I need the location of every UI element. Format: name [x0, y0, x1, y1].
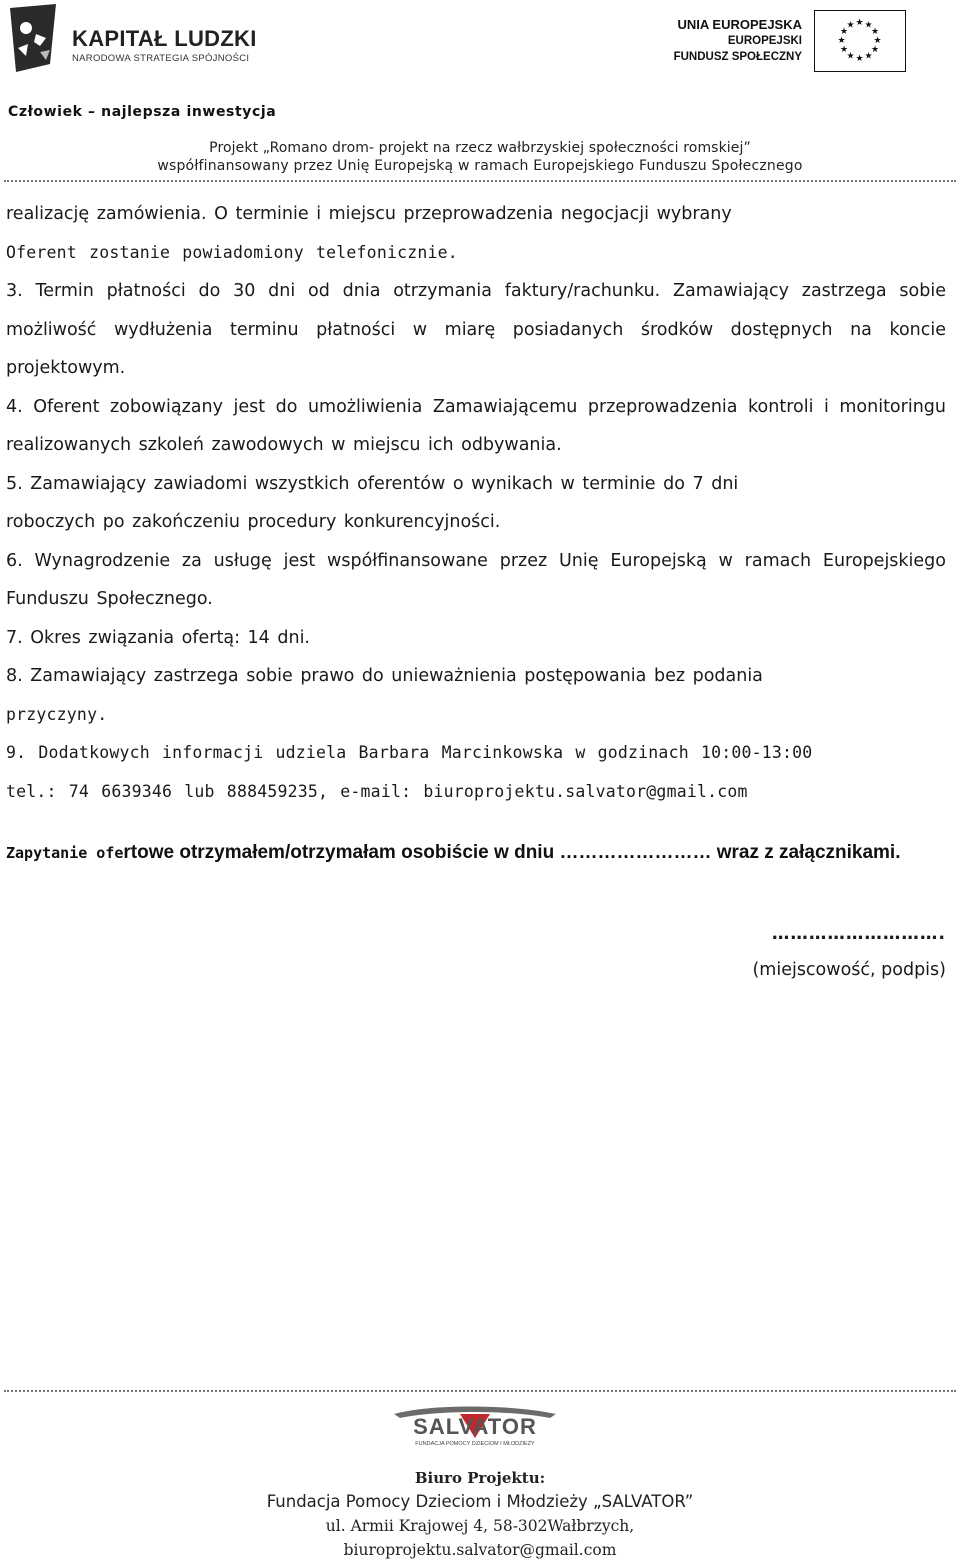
receipt-confirmation-rest: rtowe otrzymałem/otrzymałam osobiście w dniu …………………… wraz z załącznikami.	[123, 842, 901, 863]
svg-text:★: ★	[870, 27, 880, 37]
salvator-logo-icon	[390, 1400, 560, 1448]
paragraph-1b: Oferent zostanie powiadomiony telefonicznie.	[6, 242, 458, 262]
paragraph-4: 4. Oferent zobowiązany jest do umożliwienia Zamawiającemu przeprowadzenia kontroli i monitoringu realizowanych szkoleń zawodowych w miejscu ich odbywania.	[6, 396, 946, 455]
footer-divider	[4, 1390, 956, 1392]
salvator-logo-subtitle: FUNDACJA POMOCY DZIECIOM I MŁODZIEŻY	[415, 1441, 535, 1447]
salvator-logo	[390, 1400, 560, 1448]
eu-logo-line2: EUROPEJSKI	[727, 35, 802, 47]
eu-logo-text	[674, 16, 802, 65]
paragraph-1a: realizację zamówienia. O terminie i miejscu przeprowadzenia negocjacji wybrany	[6, 204, 732, 224]
paragraph-3: 3. Termin płatności do 30 dni od dnia otrzymania faktury/rachunku. Zamawiający zastrzega sobie możliwość wydłużenia terminu płatności w miarę posiadanych środków dostępnych na koncie projektowym.	[6, 281, 946, 378]
eu-logo	[673, 10, 906, 74]
kapital-ludzki-emblem-icon	[6, 4, 68, 76]
header-divider	[4, 180, 956, 182]
eu-logo-line1: UNIA EUROPEJSKA	[677, 17, 802, 32]
paragraph-5b: roboczych po zakończeniu procedury konkurencyjności.	[6, 512, 501, 532]
project-funding-line: współfinansowany przez Unię Europejską w ramach Europejskiego Funduszu Społecznego	[157, 158, 803, 174]
kapital-ludzki-title: KAPITAŁ LUDZKI	[72, 26, 257, 51]
signature-line: ……………………….	[771, 924, 946, 944]
paragraph-9b: tel.: 74 6639346 lub 888459235, e-mail: biuroprojektu.salvator@gmail.com	[6, 781, 748, 801]
svg-text:★: ★	[846, 20, 855, 31]
svg-text:★: ★	[864, 20, 873, 31]
receipt-confirmation-start: Zapytanie ofe	[6, 844, 124, 862]
eu-logo-line3: FUNDUSZ SPOŁECZNY	[673, 51, 802, 63]
paragraph-5a: 5. Zamawiający zawiadomi wszystkich oferentów o wynikach w terminie do 7 dni	[6, 473, 739, 494]
eu-flag-icon	[814, 10, 906, 72]
svg-text:★: ★	[864, 51, 873, 62]
svg-text:★: ★	[837, 36, 846, 46]
footer-address: ul. Armii Krajowej 4, 58-302Wałbrzych,	[325, 1517, 635, 1535]
paragraph-9a: 9. Dodatkowych informacji udziela Barbara Marcinkowska w godzinach 10:00-13:00	[6, 743, 813, 762]
svg-text:★: ★	[873, 36, 882, 46]
footer-organization: Fundacja Pomocy Dzieciom i Młodzieży „SALVATOR”	[266, 1492, 694, 1511]
svg-text:★: ★	[855, 18, 864, 28]
slogan: Człowiek – najlepsza inwestycja	[8, 104, 277, 120]
kapital-ludzki-logo	[6, 4, 257, 76]
paragraph-8b: przyczyny.	[6, 704, 108, 724]
paragraph-8a: 8. Zamawiający zastrzega sobie prawo do unieważnienia postępowania bez podania	[6, 666, 763, 686]
paragraph-7: 7. Okres związania ofertą: 14 dni.	[6, 627, 310, 648]
footer-contact	[0, 1466, 960, 1562]
paragraph-6: 6. Wynagrodzenie za usługę jest współfinansowane przez Unię Europejską w ramach Europejskiego Funduszu Społecznego.	[6, 550, 946, 609]
footer-title: Biuro Projektu:	[414, 1469, 546, 1487]
signature-block	[752, 916, 946, 988]
signature-label: (miejscowość, podpis)	[752, 960, 946, 980]
svg-text:★: ★	[846, 51, 855, 62]
document-body	[6, 195, 946, 811]
kapital-ludzki-subtitle: NARODOWA STRATEGIA SPÓJNOŚCI	[72, 53, 250, 64]
svg-text:★: ★	[855, 54, 864, 64]
project-title: Projekt „Romano drom- projekt na rzecz wałbrzyskiej społeczności romskiej”	[209, 140, 751, 156]
receipt-confirmation	[6, 834, 946, 872]
salvator-logo-text: SALVATOR	[413, 1414, 537, 1439]
svg-text:★: ★	[839, 45, 849, 55]
footer-email: biuroprojektu.salvator@gmail.com	[343, 1541, 617, 1559]
svg-text:★: ★	[839, 27, 849, 37]
svg-text:★: ★	[870, 45, 880, 55]
